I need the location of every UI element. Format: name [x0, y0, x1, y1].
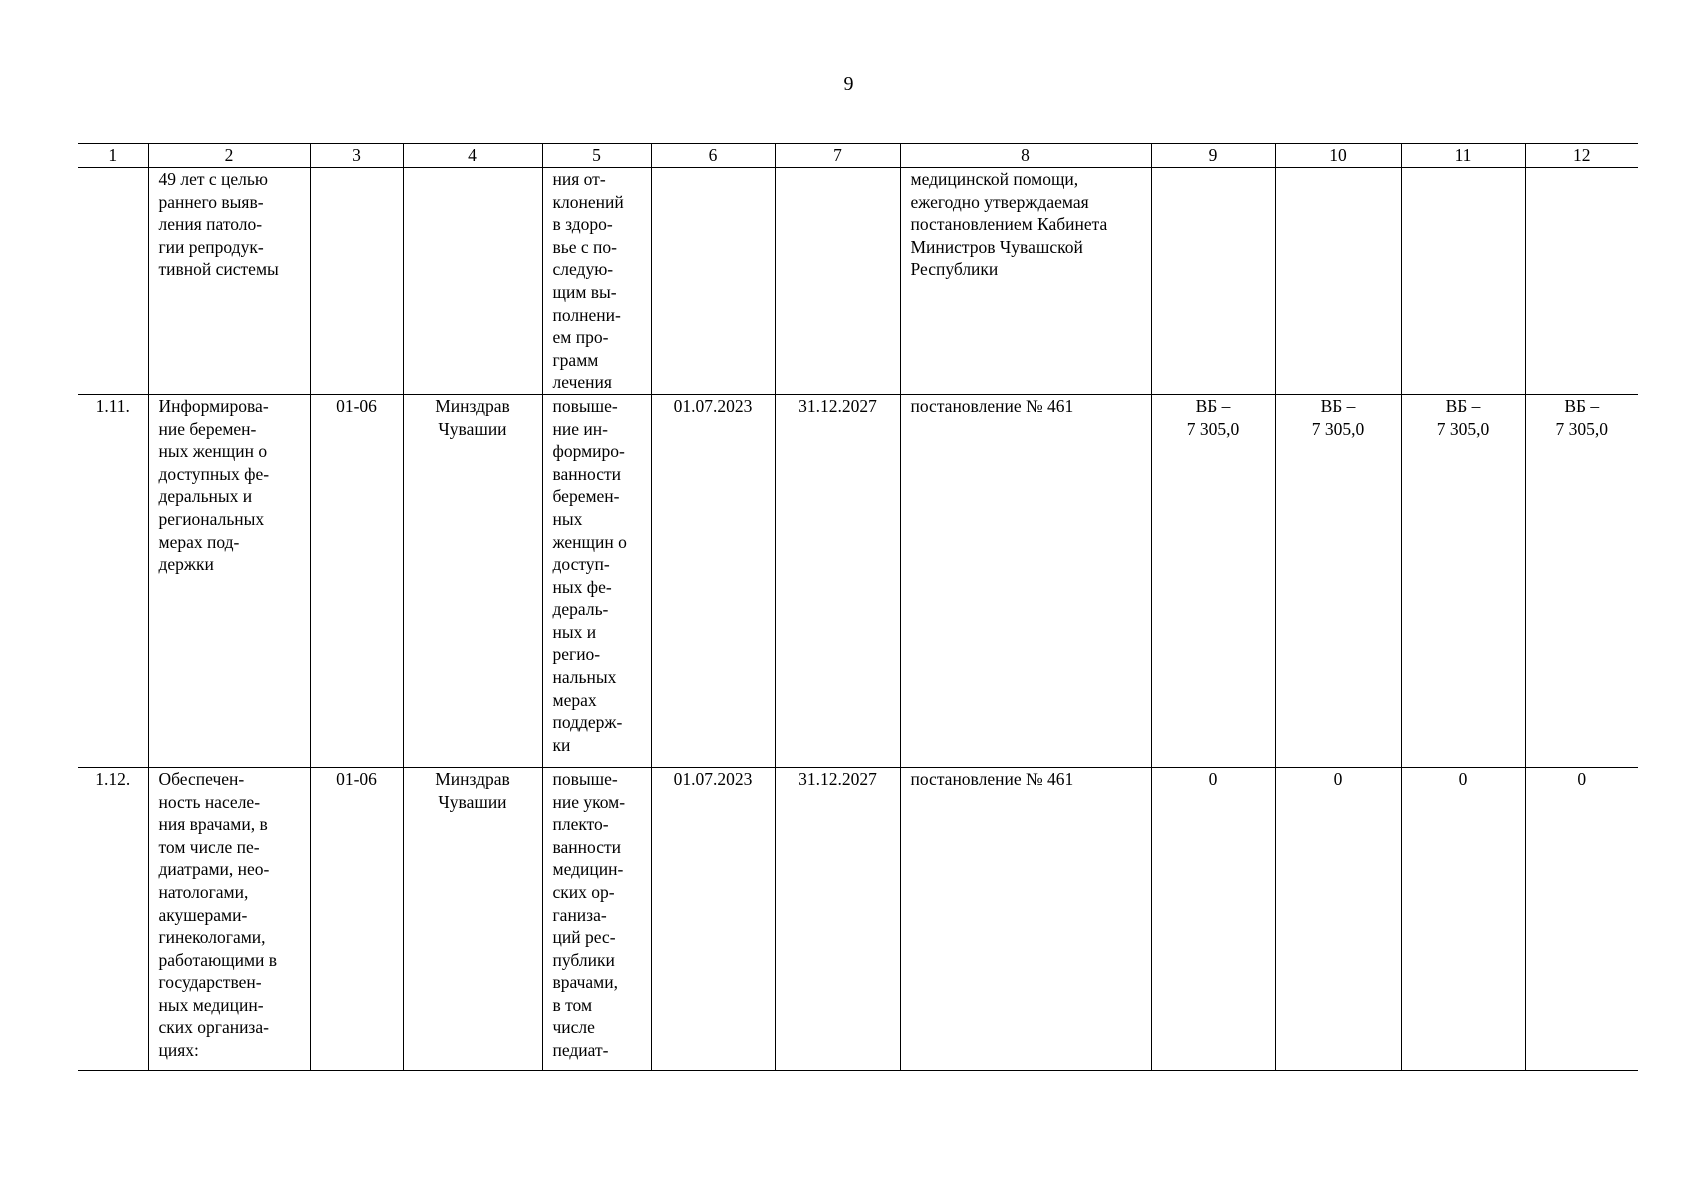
- cell-funding-12: ВБ – 7 305,0: [1525, 394, 1638, 767]
- cell-activity-name: Обеспечен- ность населе- ния врачами, в том числе пе- диатрами, нео- натологами, акушерами- гинекологами, работающими в государствен- ных медицин- ских организа- циях:: [148, 767, 310, 1070]
- header-col-10: 10: [1275, 144, 1401, 168]
- cell-funding-10: ВБ – 7 305,0: [1275, 394, 1401, 767]
- cell-legal-basis: медицинской помощи, ежегодно утверждаемая постановлением Кабинета Министров Чувашской Республики: [900, 168, 1151, 395]
- header-col-9: 9: [1151, 144, 1275, 168]
- header-col-1: 1: [78, 144, 148, 168]
- cell-executor: Минздрав Чувашии: [403, 767, 542, 1070]
- cell-end-date: [775, 168, 900, 395]
- header-col-8: 8: [900, 144, 1151, 168]
- cell-item-number: [78, 168, 148, 395]
- cell-funding-9: [1151, 168, 1275, 395]
- cell-legal-basis: постановление № 461: [900, 394, 1151, 767]
- cell-activity-name: Информирова- ние беремен- ных женщин о доступных фе- деральных и региональных мерах под- держки: [148, 394, 310, 767]
- cell-funding-10: [1275, 168, 1401, 395]
- header-col-11: 11: [1401, 144, 1525, 168]
- cell-funding-12: [1525, 168, 1638, 395]
- cell-executor: [403, 168, 542, 395]
- header-col-3: 3: [310, 144, 403, 168]
- page-number: 9: [843, 73, 854, 95]
- cell-item-number: 1.11.: [78, 394, 148, 767]
- header-col-7: 7: [775, 144, 900, 168]
- table-row-continuation: [78, 168, 1638, 395]
- header-col-5: 5: [542, 144, 651, 168]
- cell-start-date: 01.07.2023: [651, 767, 775, 1070]
- cell-funding-12: 0: [1525, 767, 1638, 1070]
- header-col-4: 4: [403, 144, 542, 168]
- cell-expected-result: ния от- клонений в здоро- вье с по- следую- щим вы- полнени- ем про- грамм лечения: [542, 168, 651, 395]
- cell-activity-name: 49 лет с целью раннего выяв- ления патоло- гии репродук- тивной системы: [148, 168, 310, 395]
- cell-start-date: [651, 168, 775, 395]
- cell-executor: Минздрав Чувашии: [403, 394, 542, 767]
- cell-funding-9: 0: [1151, 767, 1275, 1070]
- cell-funding-11: 0: [1401, 767, 1525, 1070]
- cell-end-date: 31.12.2027: [775, 767, 900, 1070]
- cell-legal-basis: постановление № 461: [900, 767, 1151, 1070]
- cell-funding-11: ВБ – 7 305,0: [1401, 394, 1525, 767]
- header-col-6: 6: [651, 144, 775, 168]
- cell-code: [310, 168, 403, 395]
- cell-code: 01-06: [310, 767, 403, 1070]
- cell-end-date: 31.12.2027: [775, 394, 900, 767]
- cell-funding-10: 0: [1275, 767, 1401, 1070]
- cell-funding-11: [1401, 168, 1525, 395]
- cell-expected-result: повыше- ние уком- плекто- ванности медицин- ских ор- ганиза- ций рес- публики врачами, в том числе педиат-: [542, 767, 651, 1070]
- cell-start-date: 01.07.2023: [651, 394, 775, 767]
- cell-item-number: 1.12.: [78, 767, 148, 1070]
- plan-table: [78, 143, 1638, 1071]
- cell-expected-result: повыше- ние ин- формиро- ванности беремен- ных женщин о доступ- ных фе- дераль- ных и регио- нальных мерах поддерж- ки: [542, 394, 651, 767]
- table-row-1-11: [78, 394, 1638, 767]
- cell-code: 01-06: [310, 394, 403, 767]
- header-row: [78, 144, 1638, 168]
- cell-funding-9: ВБ – 7 305,0: [1151, 394, 1275, 767]
- header-col-12: 12: [1525, 144, 1638, 168]
- header-col-2: 2: [148, 144, 310, 168]
- table-row-1-12: [78, 767, 1638, 1070]
